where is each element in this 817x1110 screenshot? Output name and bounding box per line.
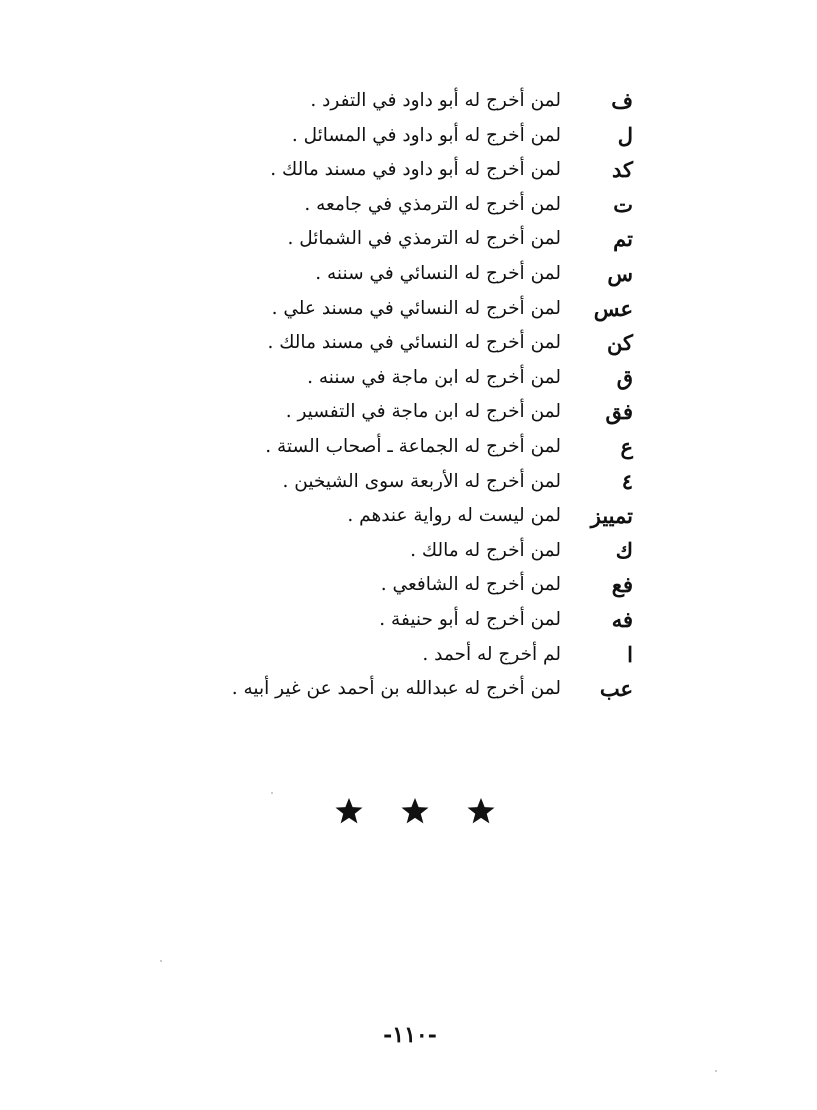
- list-item: [0, 222, 817, 257]
- abbreviation-description: لمن أخرج له النسائي في سننه .: [315, 262, 561, 284]
- scan-speck: [715, 1070, 717, 1072]
- abbreviation-code: فع: [611, 572, 633, 598]
- abbreviation-code: عس: [593, 295, 633, 321]
- list-item: [0, 430, 817, 465]
- abbreviation-code: تم: [613, 226, 633, 252]
- scan-speck: [160, 960, 162, 962]
- abbreviation-code: ق: [616, 364, 633, 390]
- list-item: [0, 326, 817, 361]
- abbreviation-description: لمن أخرج له الترمذي في جامعه .: [304, 193, 561, 215]
- list-item: [0, 84, 817, 119]
- abbreviation-code: ل: [617, 122, 633, 148]
- abbreviation-code: ا: [627, 641, 633, 667]
- list-item: [0, 465, 817, 500]
- abbreviation-description: لمن أخرج له عبدالله بن أحمد عن غير أبيه .: [231, 678, 561, 700]
- abbreviation-list: [0, 84, 817, 707]
- abbreviation-code: عب: [599, 676, 633, 702]
- abbreviation-code: س: [607, 260, 633, 286]
- abbreviation-description: لمن أخرج له ابن ماجة في سننه .: [307, 366, 561, 388]
- list-item: [0, 672, 817, 707]
- list-item: [0, 119, 817, 154]
- section-separator: [320, 796, 510, 836]
- abbreviation-description: لمن أخرج له الأربعة سوى الشيخين .: [282, 470, 561, 492]
- abbreviation-description: لمن أخرج له الجماعة ـ أصحاب الستة .: [265, 435, 561, 457]
- list-item: [0, 568, 817, 603]
- abbreviation-code: تمييز: [590, 503, 633, 529]
- star-icon: [400, 796, 430, 826]
- list-item: [0, 499, 817, 534]
- abbreviation-description: لمن أخرج له أبو داود في التفرد .: [310, 90, 561, 111]
- list-item: [0, 153, 817, 188]
- abbreviation-code: فق: [605, 399, 633, 425]
- list-item: [0, 188, 817, 223]
- star-icon: [466, 796, 496, 826]
- abbreviation-description: لمن أخرج له أبو حنيفة .: [379, 608, 561, 630]
- abbreviation-description: لمن أخرج له ابن ماجة في التفسير .: [285, 401, 561, 423]
- page-number: -١١٠-: [383, 1022, 437, 1048]
- abbreviation-description: لمن أخرج له الشافعي .: [380, 574, 561, 596]
- scan-speck: [271, 792, 273, 794]
- star-icon: [334, 796, 364, 826]
- abbreviation-description: لمن أخرج له الترمذي في الشمائل .: [287, 228, 561, 250]
- abbreviation-description: لم أخرج له أحمد .: [422, 643, 561, 665]
- abbreviation-description: لمن أخرج له مالك .: [410, 539, 561, 561]
- abbreviation-description: لمن أخرج له النسائي في مسند مالك .: [267, 332, 561, 354]
- list-item: [0, 603, 817, 638]
- abbreviation-code: كد: [611, 157, 633, 183]
- abbreviation-code: كن: [607, 330, 633, 356]
- list-item: [0, 638, 817, 673]
- abbreviation-code: ف: [611, 88, 633, 113]
- list-item: [0, 361, 817, 396]
- abbreviation-description: لمن أخرج له النسائي في مسند علي .: [271, 297, 561, 319]
- abbreviation-code: ك: [615, 537, 633, 563]
- abbreviation-code: ع: [620, 433, 633, 459]
- list-item: [0, 395, 817, 430]
- abbreviation-description: لمن أخرج له أبو داود في المسائل .: [291, 124, 561, 146]
- abbreviation-description: لمن أخرج له أبو داود في مسند مالك .: [270, 159, 561, 181]
- abbreviation-code: فه: [611, 606, 633, 632]
- abbreviation-code: ت: [613, 191, 633, 217]
- list-item: [0, 534, 817, 569]
- abbreviation-description: لمن ليست له رواية عندهم .: [347, 505, 561, 527]
- list-item: [0, 292, 817, 327]
- list-item: [0, 257, 817, 292]
- abbreviation-code: ٤: [621, 468, 633, 494]
